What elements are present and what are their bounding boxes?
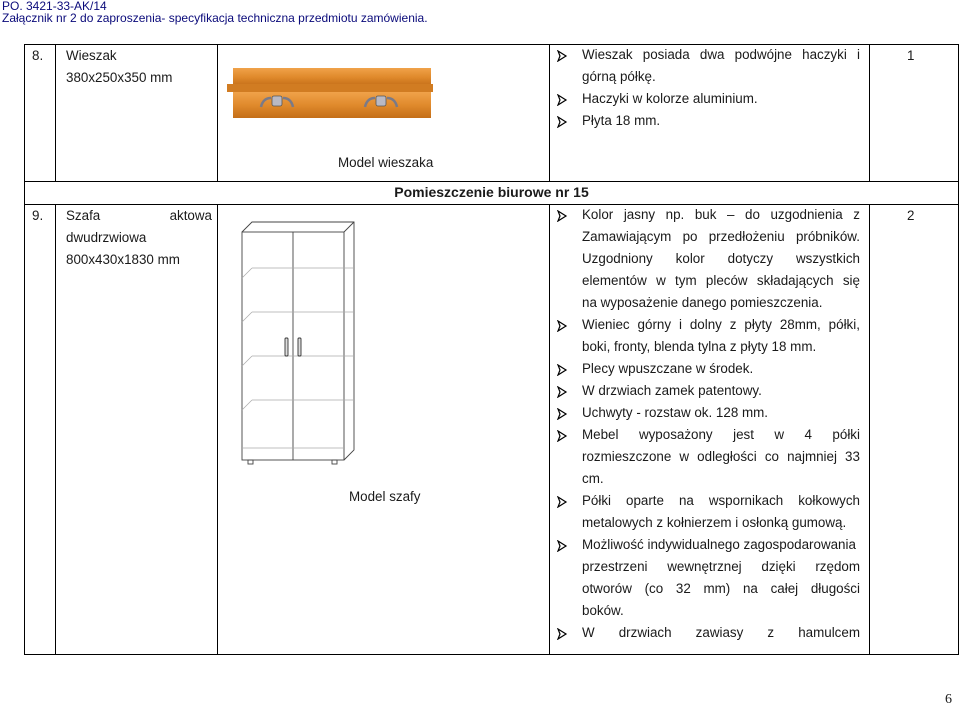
bullet-arrow-icon [556, 320, 568, 332]
item-dimensions: 800x430x1830 mm [66, 252, 180, 267]
doc-subtitle: Załącznik nr 2 do zaproszenia- specyfikacja techniczna przedmiotu zamówienia. [2, 11, 428, 25]
bullet-arrow-icon [556, 94, 568, 106]
bullet-arrow-icon [556, 496, 568, 508]
bullet-text: cm. [582, 471, 604, 486]
bullet-text: Możliwość indywidualnego zagospodarowania [582, 537, 856, 552]
section-title: Pomieszczenie biurowe nr 15 [394, 184, 589, 200]
bullet-text: Mebel wyposażony jest w 4 półki [582, 427, 860, 442]
bullet-text: Półki oparte na wspornikach kołkowych [582, 493, 860, 508]
page-number: 6 [945, 692, 952, 707]
bullet-arrow-icon [556, 116, 568, 128]
item-name: Szafa aktowa [66, 208, 212, 223]
bullet-arrow-icon [556, 430, 568, 442]
bullet-text: elementów w tym pleców składających się [582, 273, 860, 288]
bullet-arrow-icon [556, 364, 568, 376]
bullet-arrow-icon [556, 386, 568, 398]
bullet-text: Uzgodniony kolor dotyczy wszystkich [582, 251, 860, 266]
bullet-text: Zamawiającym po przedłożeniu próbników. [582, 229, 860, 244]
bullet-text: W drzwiach zamek patentowy. [582, 383, 762, 398]
image-caption: Model wieszaka [338, 155, 434, 170]
doc-reference: PO. 3421-33-AK/14 [2, 0, 107, 13]
bullet-text: Kolor jasny np. buk – do uzgodnienia z [582, 207, 860, 222]
bullet-text: otworów (co 32 mm) na całej długości [582, 581, 860, 596]
bullet-text: Plecy wpuszczane w środek. [582, 361, 754, 376]
bullet-arrow-icon [556, 210, 568, 222]
bullet-text: Płyta 18 mm. [582, 113, 661, 128]
bullet-text: na wyposażenie danego pomieszczenia. [582, 295, 823, 310]
bullet-text: W drzwiach zawiasy z hamulcem [582, 625, 860, 640]
item-dimensions: 380x250x350 mm [66, 70, 173, 85]
bullet-text: Haczyki w kolorze aluminium. [582, 91, 758, 106]
bullet-text: metalowych z kołnierzem i osłonką gumową. [582, 515, 847, 530]
bullet-text: Wieniec górny i dolny z płyty 28mm, półki, [582, 317, 860, 332]
bullet-text: boków. [582, 603, 624, 618]
row-number: 8. [32, 48, 44, 63]
bullet-arrow-icon [556, 540, 568, 552]
bullet-text: Uchwyty - rozstaw ok. 128 mm. [582, 405, 769, 420]
item-name: Wieszak [66, 48, 117, 63]
bullet-text: przestrzeni wewnętrznej dzięki rzędom [582, 559, 860, 574]
image-caption: Model szafy [349, 489, 421, 504]
bullet-arrow-icon [556, 408, 568, 420]
bullet-text: górną półkę. [582, 69, 656, 84]
coat-rack-illustration [227, 66, 435, 120]
quantity: 1 [907, 48, 915, 63]
item-name-cont: dwudrzwiowa [66, 230, 147, 245]
bullet-text: Wieszak posiada dwa podwójne haczyki i [582, 47, 860, 62]
bullet-arrow-icon [556, 50, 568, 62]
bullet-text: boki, fronty, blenda tylna z płyty 18 mm. [582, 339, 817, 354]
row-number: 9. [32, 208, 44, 223]
quantity: 2 [907, 208, 915, 223]
bullet-arrow-icon [556, 628, 568, 640]
wardrobe-illustration [238, 218, 360, 466]
bullet-text: rozmieszczone w odległości co najmniej 33 [582, 449, 860, 464]
